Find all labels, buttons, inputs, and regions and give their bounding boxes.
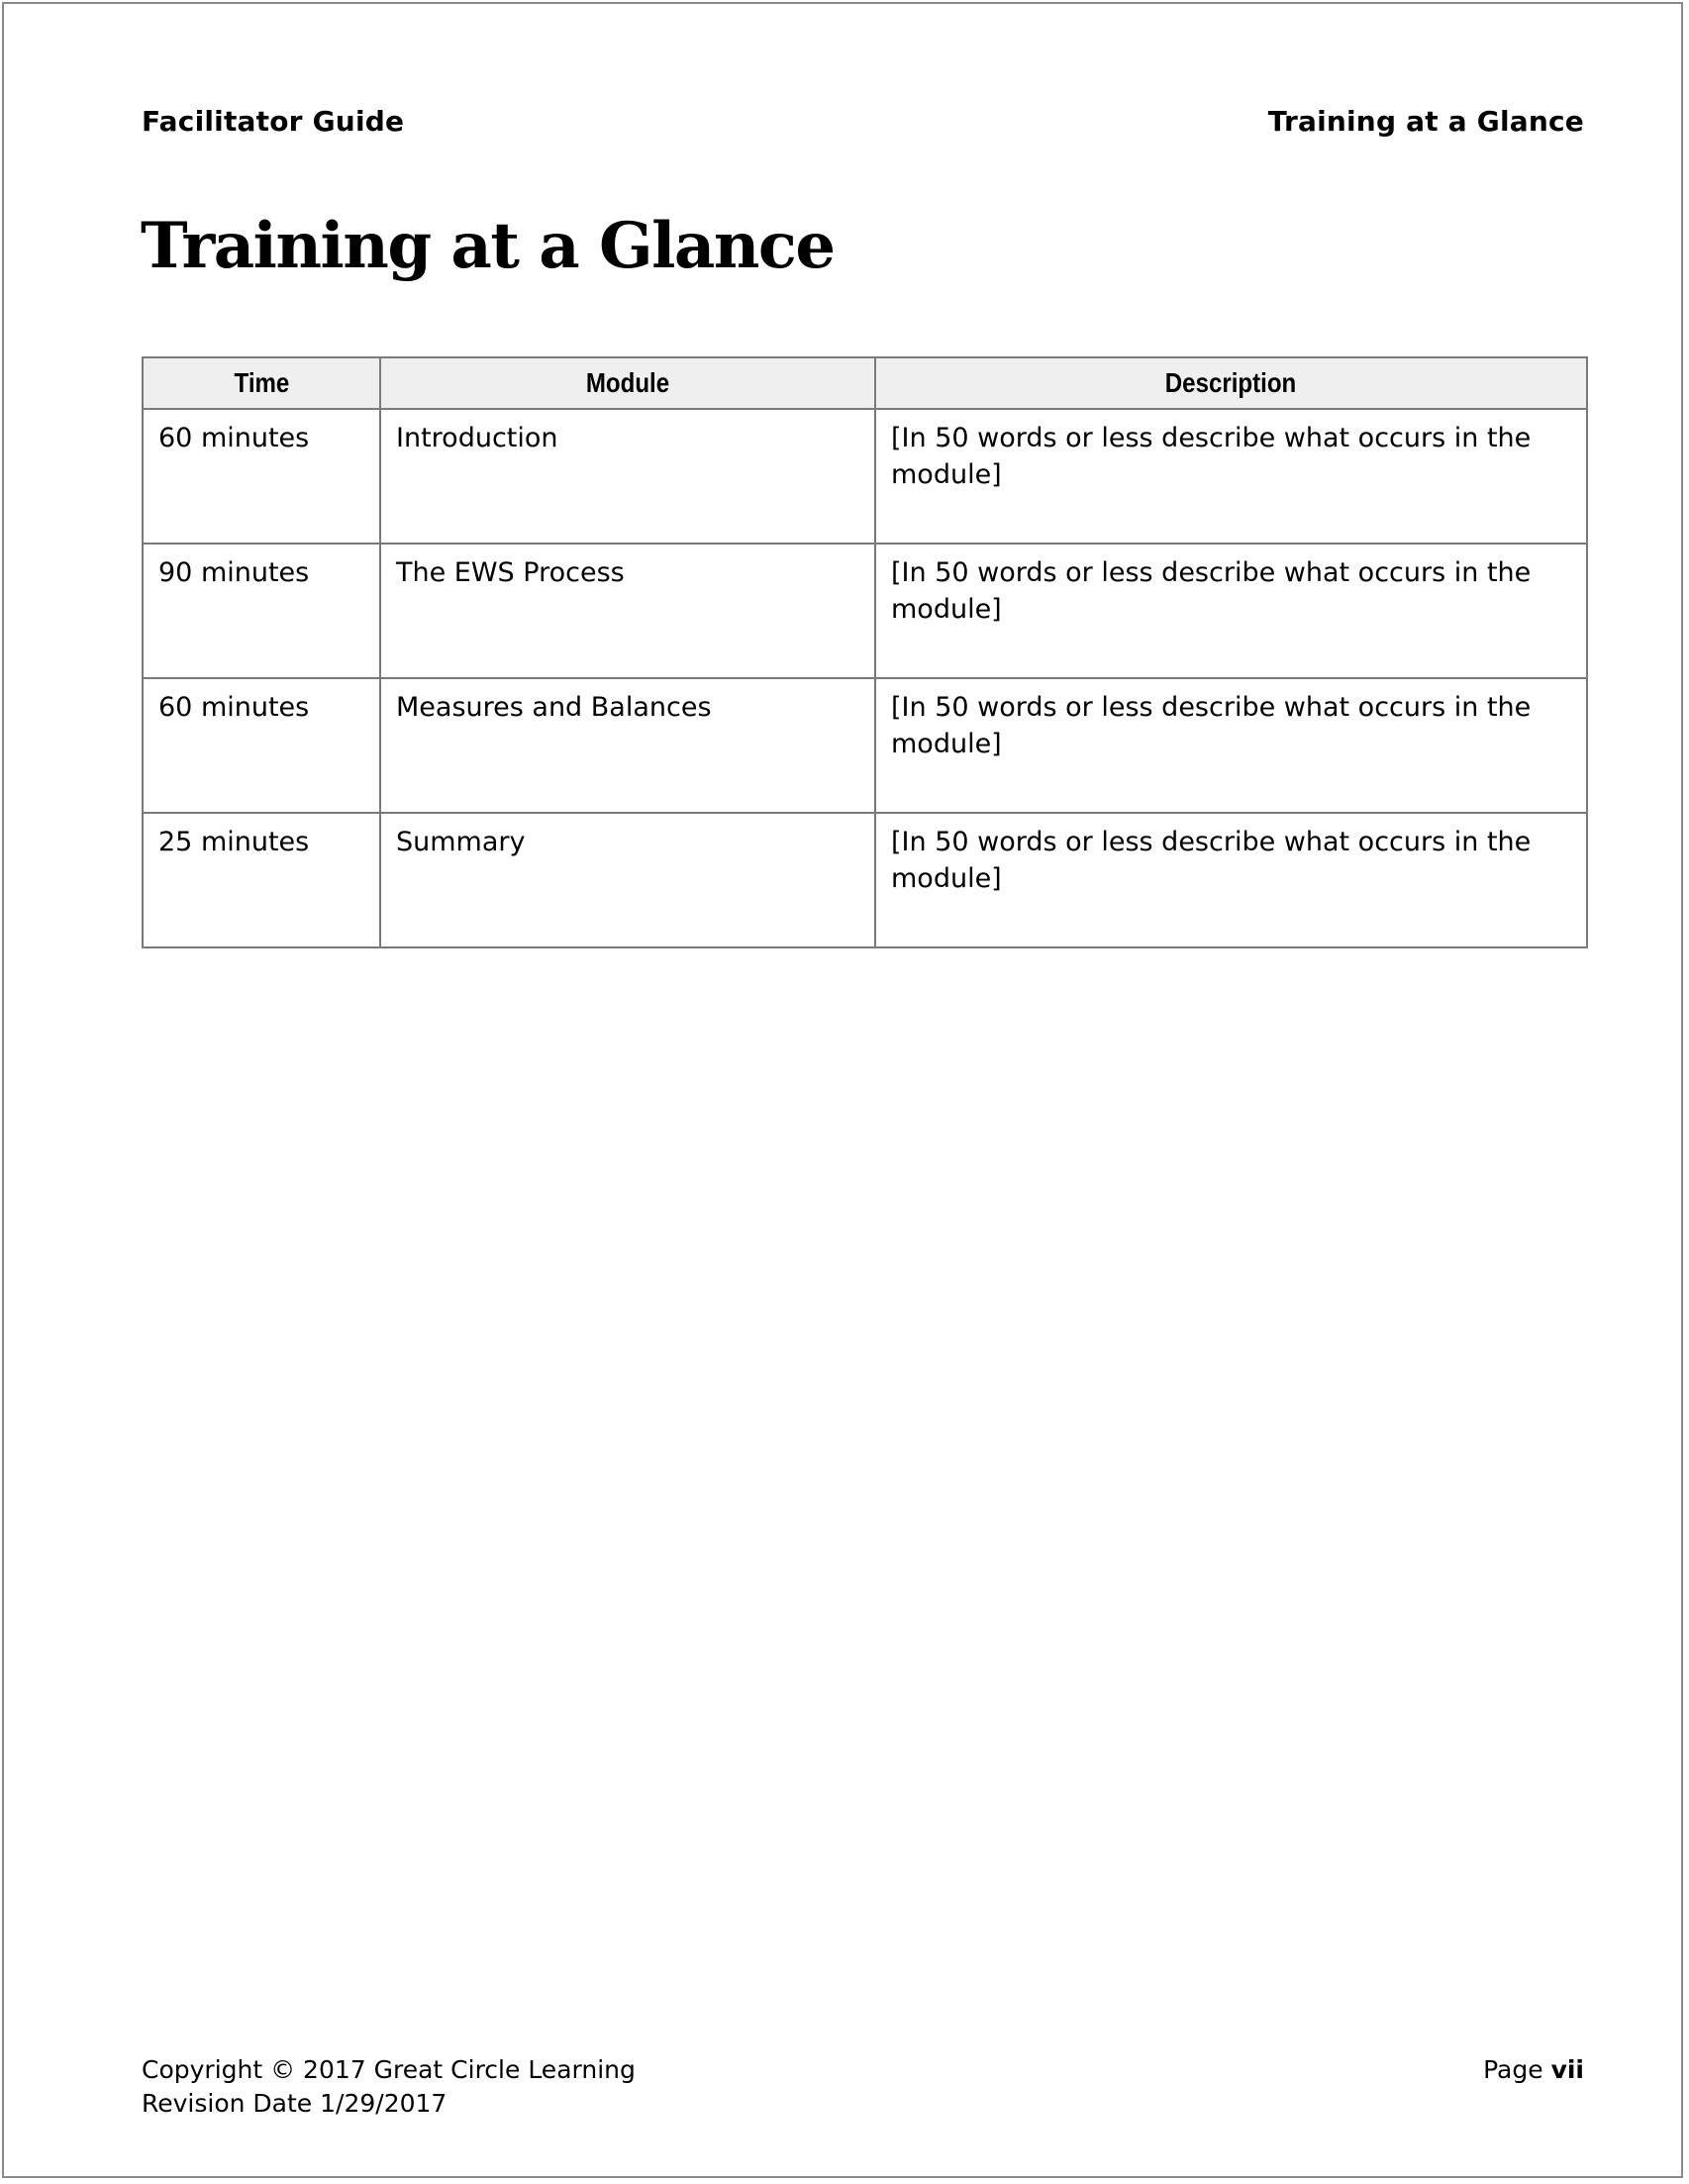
table-row: [143, 544, 1587, 678]
description-cell: [In 50 words or less describe what occurs in the module]: [875, 409, 1587, 544]
description-cell: [In 50 words or less describe what occurs in the module]: [875, 813, 1587, 947]
time-cell: 60 minutes: [143, 678, 380, 813]
column-header-time: Time: [143, 357, 380, 409]
table-header-row: [143, 357, 1587, 409]
module-cell: Summary: [380, 813, 875, 947]
running-header-left: Facilitator Guide: [142, 105, 405, 138]
copyright-text: Copyright © 2017 Great Circle Learning: [142, 2055, 636, 2084]
running-header-right: Training at a Glance: [1267, 105, 1584, 138]
description-cell: [In 50 words or less describe what occurs in the module]: [875, 678, 1587, 813]
table-row: [143, 813, 1587, 947]
time-cell: 90 minutes: [143, 544, 380, 678]
page-label: Page: [1483, 2055, 1543, 2084]
page-number-block: [1483, 2053, 1584, 2087]
column-header-description: Description: [875, 357, 1587, 409]
page-title: Training at a Glance: [141, 209, 835, 283]
time-cell: 60 minutes: [143, 409, 380, 544]
revision-date: Revision Date 1/29/2017: [142, 2089, 447, 2118]
table-row: [143, 409, 1587, 544]
page-frame: [2, 2, 1683, 2178]
column-header-module: Module: [380, 357, 875, 409]
footer-left: [142, 2053, 636, 2121]
training-schedule-table: [142, 356, 1588, 948]
module-cell: Measures and Balances: [380, 678, 875, 813]
module-cell: Introduction: [380, 409, 875, 544]
description-cell: [In 50 words or less describe what occurs in the module]: [875, 544, 1587, 678]
page-number: vii: [1550, 2055, 1584, 2084]
time-cell: 25 minutes: [143, 813, 380, 947]
table-row: [143, 678, 1587, 813]
module-cell: The EWS Process: [380, 544, 875, 678]
